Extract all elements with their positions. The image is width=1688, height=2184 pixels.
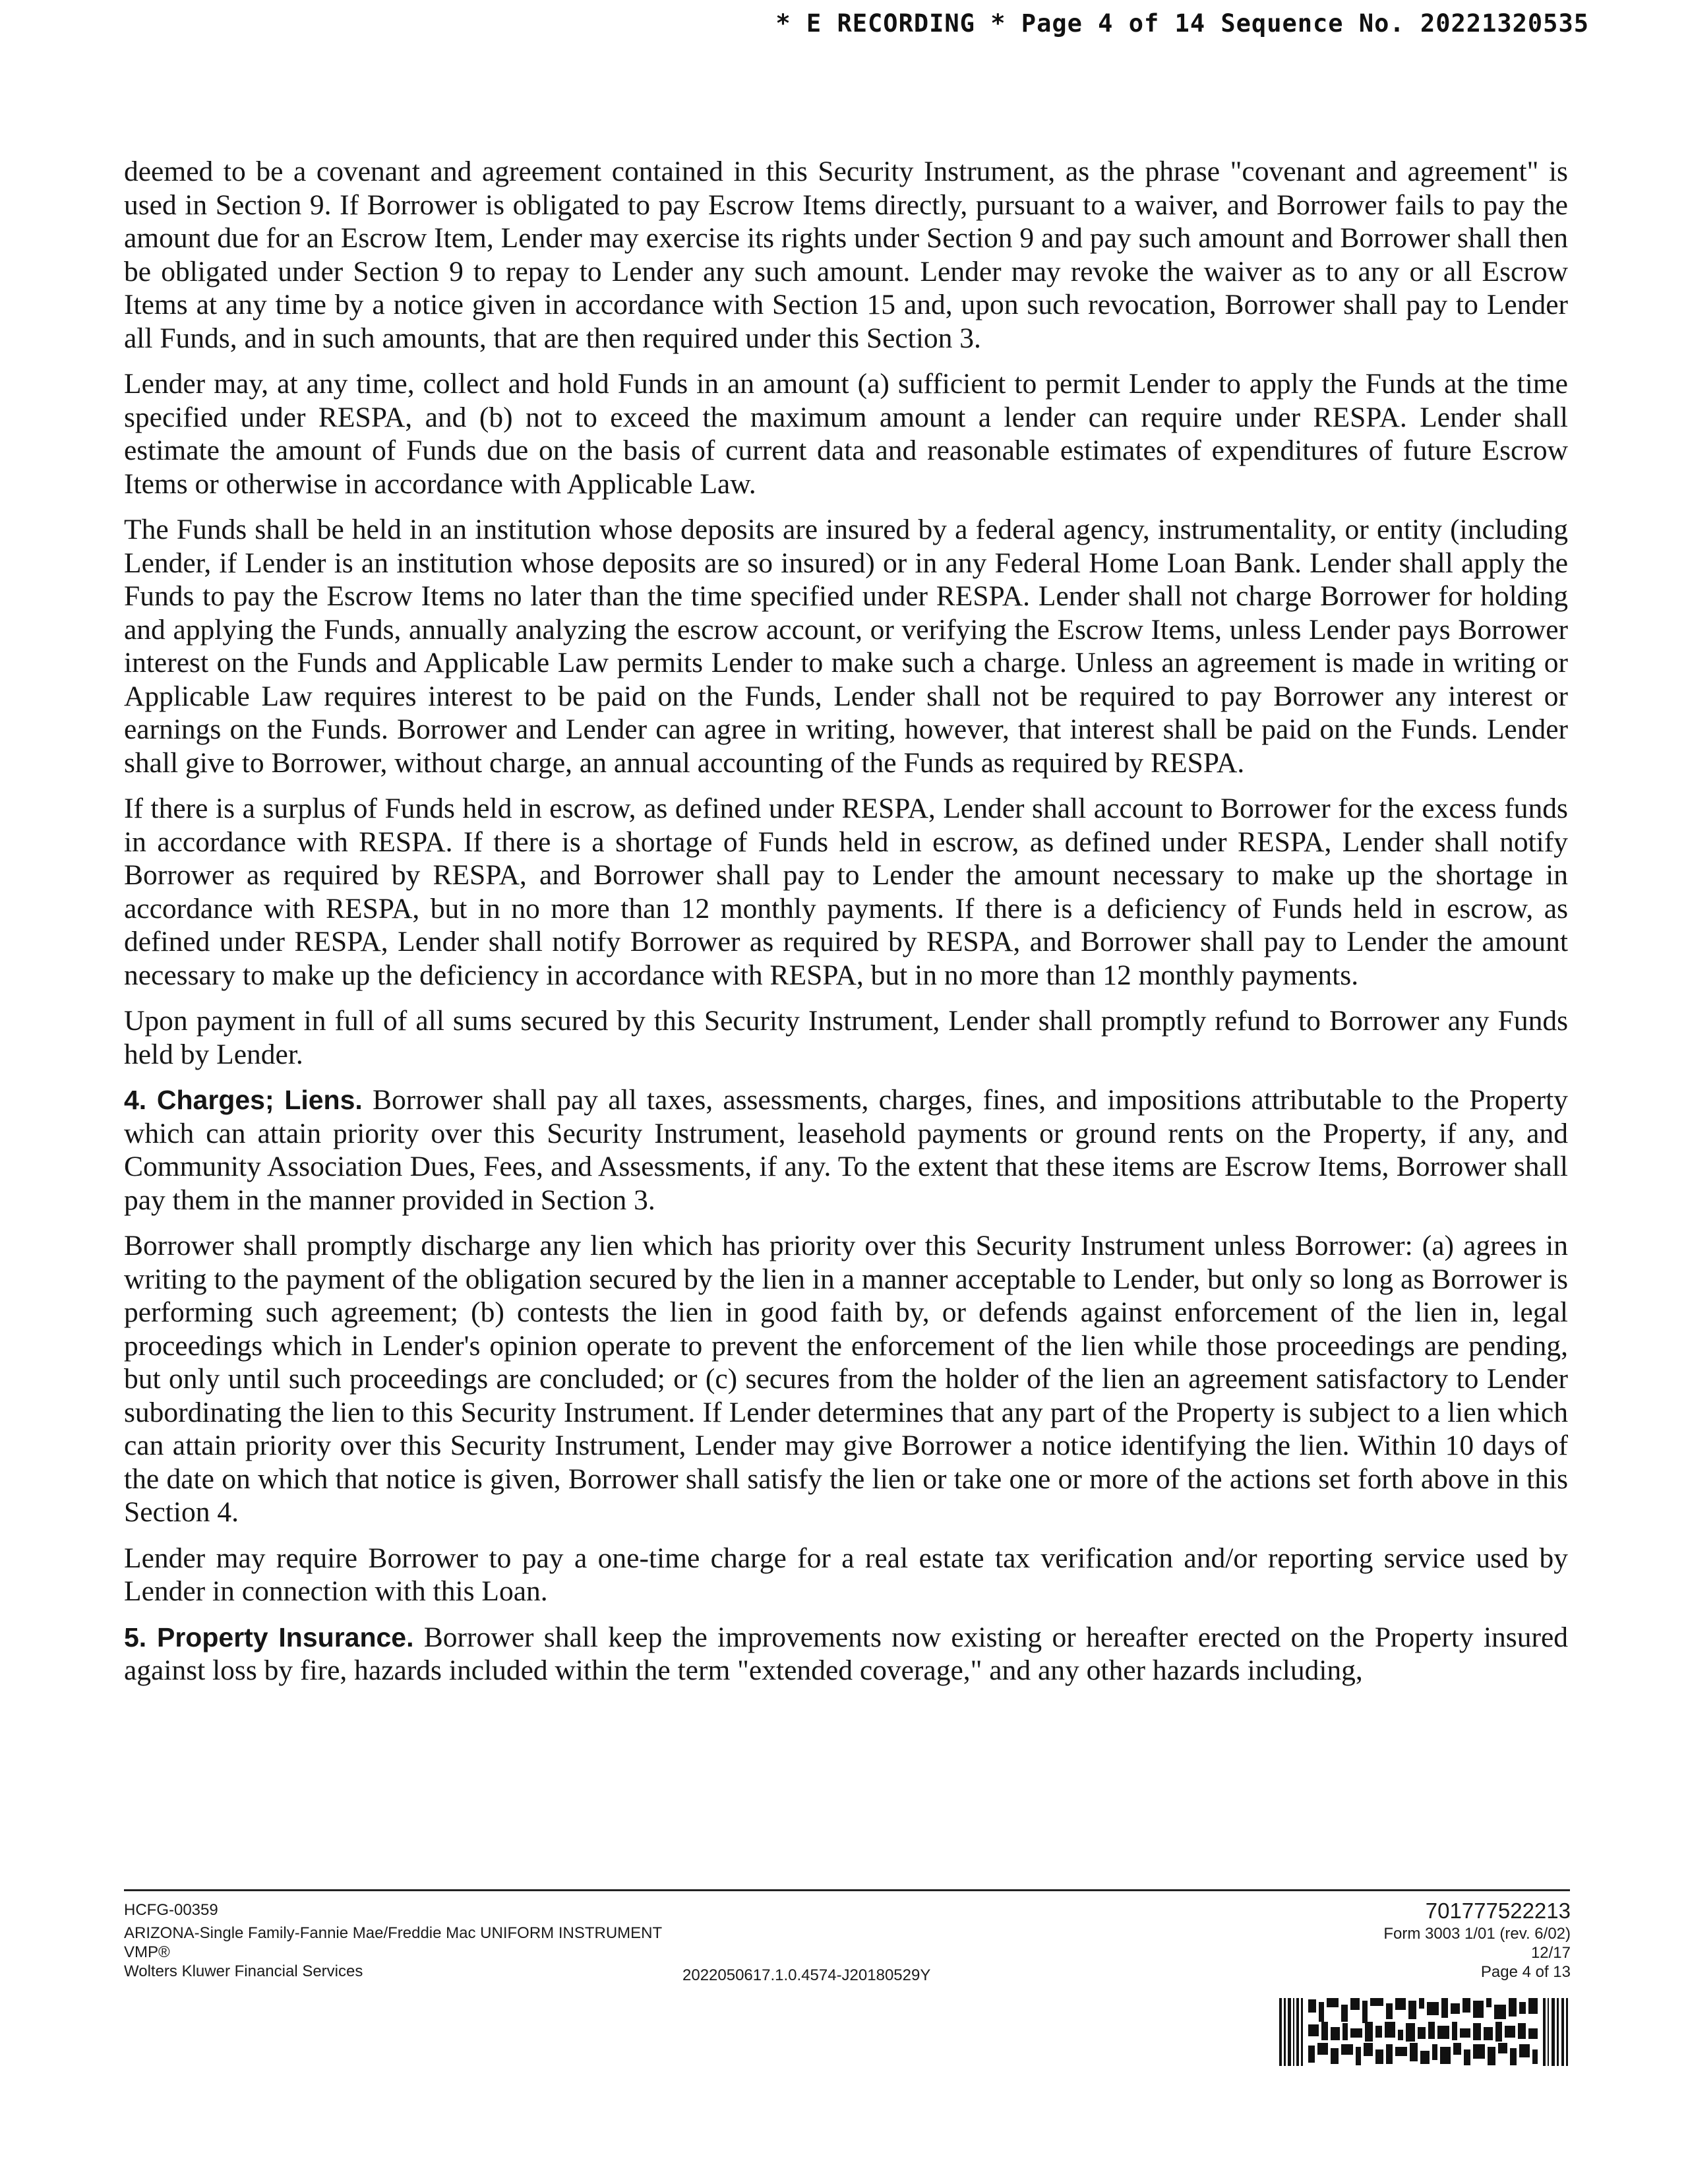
section-5-property-insurance: [124, 1621, 1568, 1687]
paragraph-refund: [124, 1004, 1568, 1071]
section-4-charges-liens: [124, 1083, 1568, 1217]
publisher: Wolters Kluwer Financial Services: [124, 1962, 363, 1980]
loan-number: 701777522213: [1425, 1898, 1571, 1923]
paragraph-text: If there is a surplus of Funds held in escrow, as defined under RESPA, Lender shall account to Borrower for the excess funds in accordance with RESPA. If there is a shortage of Funds held in escrow, as defined under RESPA, Lender shall notify Borrower as required by RESPA, and Borrower shall pay to Lender the amount necessary to make up the shortage in accordance with RESPA, but in no more than 12 monthly payments. If there is a deficiency of Funds held in escrow, as defined under RESPA, Lender shall notify Borrower as required by RESPA, and Borrower shall pay to Lender the amount necessary to make up the deficiency in accordance with RESPA, but in no more than 12 monthly payments.: [124, 793, 1568, 991]
instrument-title: ARIZONA-Single Family-Fannie Mae/Freddie Mac UNIFORM INSTRUMENT: [124, 1924, 663, 1942]
footer-right: [1383, 1898, 1571, 1982]
section-heading: 5. Property Insurance.: [124, 1622, 414, 1653]
section-heading: 4. Charges; Liens.: [124, 1085, 363, 1115]
document-body: [124, 155, 1568, 1700]
paragraph-text: Lender may require Borrower to pay a one-time charge for a real estate tax verification and/or reporting service used by Lender in connection with this Loan.: [124, 1542, 1568, 1607]
paragraph-text: Borrower shall promptly discharge any lien which has priority over this Security Instrument unless Borrower: (a) agrees in writing to the payment of the obligation secured by the lien in a manner acceptable to Lender, but only so long as Borrower is performing such agreement; (b) contests the lien in good faith by, or defends against enforcement of the lien in, legal proceedings which in Lender's opinion operate to prevent the enforcement of the lien while those proceedings are pending, but only until such proceedings are concluded; or (c) secures from the holder of the lien an agreement satisfactory to Lender subordinating the lien to this Security Instrument. If Lender determines that any part of the Property is subject to a lien which can attain priority over this Security Instrument, Lender may give Borrower a notice identifying the lien. Within 10 days of the date on which that notice is given, Borrower shall satisfy the lien or take one or more of the actions set forth above in this Section 4.: [124, 1230, 1568, 1528]
paragraph-discharge-lien: [124, 1229, 1568, 1529]
paragraph-surplus-shortage: [124, 792, 1568, 992]
paragraph-tax-verification: [124, 1542, 1568, 1608]
page-label: Page 4 of 13: [1480, 1963, 1571, 1981]
recording-header: * E RECORDING * Page 4 of 14 Sequence No. 20221320535: [775, 9, 1589, 38]
paragraph-funds-held: [124, 513, 1568, 779]
paragraph-collect-funds: [124, 367, 1568, 501]
paragraph-text: deemed to be a covenant and agreement contained in this Security Instrument, as the phrase "covenant and agreement" is used in Section 9. If Borrower is obligated to pay Escrow Items directly, pursuant to a waiver, and Borrower fails to pay the amount due for an Escrow Item, Lender may exercise its rights under Section 9 and pay such amount and Borrower shall then be obligated under Section 9 to repay to Lender any such amount. Lender may revoke the waiver as to any or all Escrow Items at any time by a notice given in accordance with Section 15 and, upon such revocation, Borrower shall pay to Lender all Funds, and in such amounts, that are then required under this Section 3.: [124, 156, 1568, 354]
footer-divider: [124, 1889, 1570, 1891]
paragraph-text: The Funds shall be held in an institution whose deposits are insured by a federal agency, instrumentality, or entity (including Lender, if Lender is an institution whose deposits are so insured) or in any Federal Home Loan Bank. Lender shall apply the Funds to pay the Escrow Items no later than the time specified under RESPA. Lender shall not charge Borrower for holding and applying the Funds, annually analyzing the escrow account, or verifying the Escrow Items, unless Lender pays Borrower interest on the Funds and Applicable Law permits Lender to make such a charge. Unless an agreement is made in writing or Applicable Law requires interest to be paid on the Funds, Lender shall not be required to pay Borrower any interest or earnings on the Funds. Borrower and Lender can agree in writing, however, that interest shall be paid on the Funds. Lender shall give to Borrower, without charge, an annual accounting of the Funds as required by RESPA.: [124, 514, 1568, 779]
paragraph-escrow-waiver: [124, 155, 1568, 355]
paragraph-text: Borrower shall keep the improvements now existing or hereafter erected on the Property insured against loss by fire, hazards included within the term "extended coverage," and any other hazards including,: [124, 1621, 1568, 1686]
document-id: 2022050617.1.0.4574-J20180529Y: [682, 1966, 931, 1984]
paragraph-text: Upon payment in full of all sums secured by this Security Instrument, Lender shall promptly refund to Borrower any Funds held by Lender.: [124, 1005, 1568, 1070]
form-number: Form 3003 1/01 (rev. 6/02): [1383, 1925, 1571, 1943]
vmp-mark: VMP®: [124, 1943, 170, 1961]
form-code: HCFG-00359: [124, 1901, 218, 1919]
barcode-icon: [1279, 1998, 1568, 2066]
paragraph-text: Lender may, at any time, collect and hold Funds in an amount (a) sufficient to permit Lender to apply the Funds at the time specified under RESPA, and (b) not to exceed the maximum amount a lender can require under RESPA. Lender shall estimate the amount of Funds due on the basis of current data and reasonable estimates of expenditures of future Escrow Items or otherwise in accordance with Applicable Law.: [124, 368, 1568, 500]
footer-left: [124, 1900, 662, 1981]
form-date: 12/17: [1530, 1944, 1571, 1962]
paragraph-text: Borrower shall pay all taxes, assessments, charges, fines, and impositions attributable to the Property which can attain priority over this Security Instrument, leasehold payments or ground rents on the Property, if any, and Community Association Dues, Fees, and Assessments, if any. To the extent that these items are Escrow Items, Borrower shall pay them in the manner provided in Section 3.: [124, 1084, 1568, 1216]
